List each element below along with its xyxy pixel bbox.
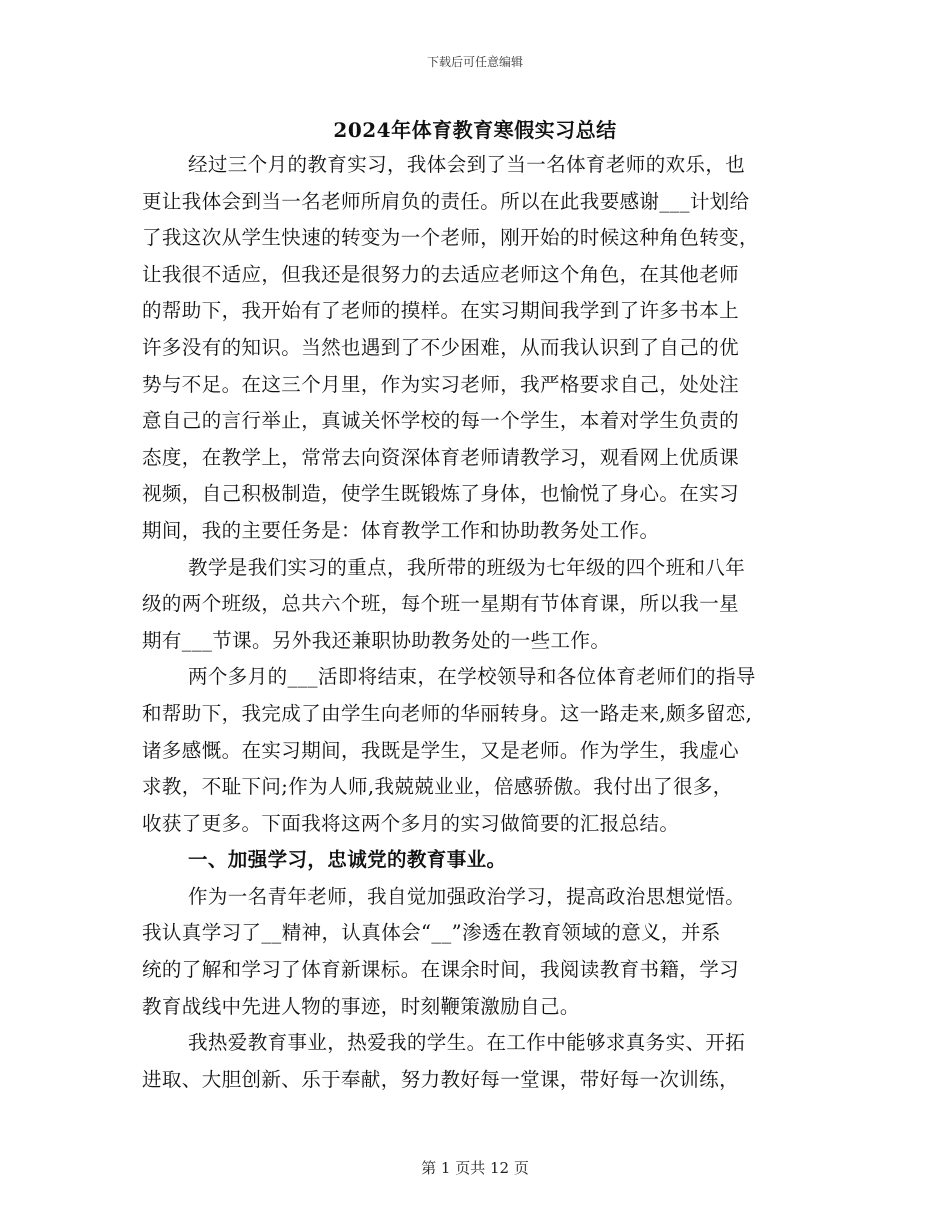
paragraph-line: 两个多月的___活即将结束，在学校领导和各位体育老师们的指导 <box>188 665 756 689</box>
paragraph-line: 作为一名青年老师，我自觉加强政治学习，提高政治思想觉悟。 <box>188 884 746 908</box>
document-body <box>142 147 810 1098</box>
paragraph-line: 的帮助下，我开始有了老师的摸样。在实习期间我学到了许多书本上 <box>142 299 740 323</box>
paragraph-line: 态度，在教学上，常常去向资深体育老师请教学习，观看网上优质课 <box>142 445 740 469</box>
header-note: 下载后可任意编辑 <box>426 55 523 69</box>
paragraph-line: 势与不足。在这三个月里，作为实习老师，我严格要求自己，处处注 <box>142 372 740 396</box>
paragraph-line: 许多没有的知识。当然也遇到了不少困难，从而我认识到了自己的优 <box>142 335 740 359</box>
page-footer: 第 1 页共 12 页 <box>421 1159 529 1177</box>
paragraph-line: 统的了解和学习了体育新课标。在课余时间，我阅读教育书籍，学习 <box>142 958 740 982</box>
paragraph-line: 期间，我的主要任务是：体育教学工作和协助教务处工作。 <box>142 518 660 542</box>
paragraph-line: 经过三个月的教育实习，我体会到了当一名体育老师的欢乐，也 <box>188 153 746 176</box>
paragraph-line: 我热爱教育事业，热爱我的学生。在工作中能够求真务实、开拓 <box>188 1031 746 1055</box>
paragraph-line: 期有___节课。另外我还兼职协助教务处的一些工作。 <box>142 628 611 652</box>
paragraph-line: 视频，自己积极制造，使学生既锻炼了身体，也愉悦了身心。在实习 <box>142 482 740 506</box>
paragraph-line: 诸多感慨。在实习期间，我既是学生，又是老师。作为学生，我虚心 <box>142 738 740 762</box>
paragraph-line: 收获了更多。下面我将这两个多月的实习做简要的汇报总结。 <box>142 811 680 835</box>
paragraph-line: 意自己的言行举止，真诚关怀学校的每一个学生，本着对学生负责的 <box>142 409 740 433</box>
section-heading: 一、加强学习，忠诚党的教育事业。 <box>188 848 507 872</box>
paragraph-line: 更让我体会到当一名老师所肩负的责任。所以在此我要感谢___计划给 <box>142 189 750 213</box>
paragraph-line: 进取、大胆创新、乐于奉献，努力教好每一堂课，带好每一次训练， <box>142 1067 740 1091</box>
paragraph-line: 让我很不适应，但我还是很努力的去适应老师这个角色，在其他老师 <box>142 262 740 286</box>
paragraph-line: 和帮助下，我完成了由学生向老师的华丽转身。这一路走来,颇多留恋, <box>142 701 753 725</box>
paragraph-line: 教育战线中先进人物的事迹，时刻鞭策激励自己。 <box>142 994 580 1018</box>
paragraph-line: 我认真学习了__精神，认真体会“__”渗透在教育领域的意义，并系 <box>142 921 721 945</box>
paragraph-line: 级的两个班级，总共六个班，每个班一星期有节体育课，所以我一星 <box>142 592 740 616</box>
paragraph-line: 求教，不耻下问;作为人师,我兢兢业业，倍感骄傲。我付出了很多， <box>142 775 733 799</box>
paragraph-line: 教学是我们实习的重点，我所带的班级为七年级的四个班和八年 <box>188 555 746 579</box>
document-title: 2024年体育教育寒假实习总结 <box>333 118 617 142</box>
paragraph-line: 了我这次从学生快速的转变为一个老师，刚开始的时候这种角色转变， <box>142 226 759 250</box>
